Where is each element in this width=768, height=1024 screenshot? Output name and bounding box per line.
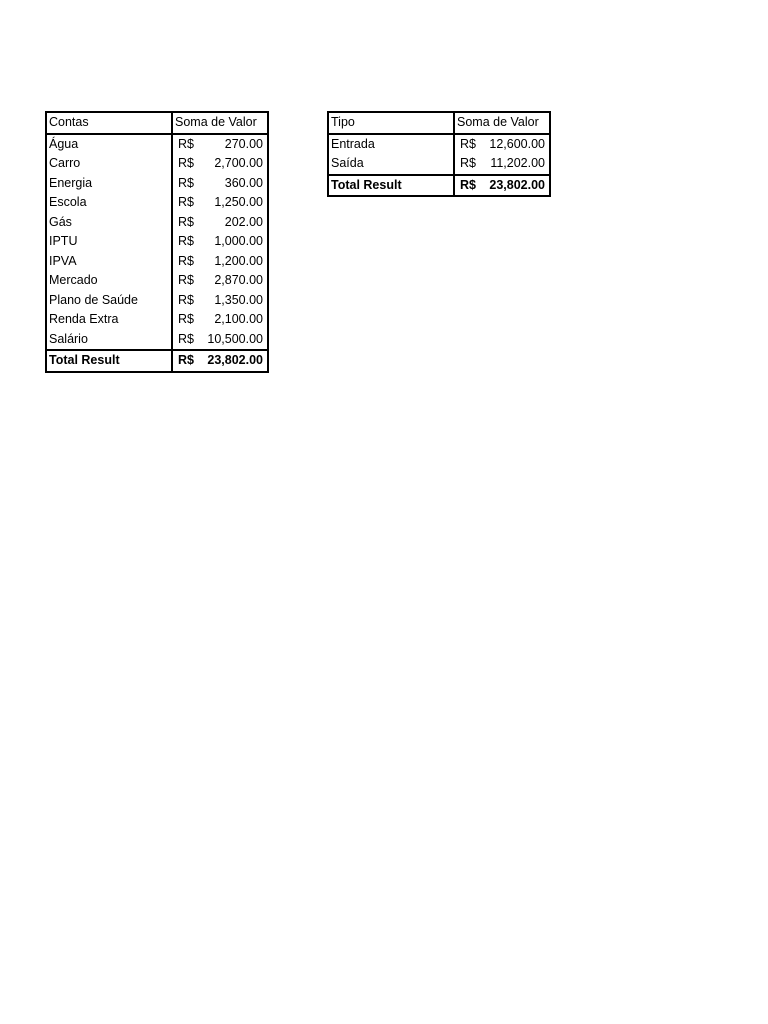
table-row [46,252,268,272]
total-currency-symbol: R$ [172,350,202,372]
currency-symbol: R$ [178,136,194,151]
amount-value: 12,600.00 [489,136,545,151]
currency-symbol: R$ [178,234,194,248]
currency-symbol: R$ [178,312,194,326]
row-label: Salário [46,330,172,351]
amount-value: 1,000.00 [214,234,263,248]
row-label: Gás [46,213,172,233]
column-header-contas: Contas [46,112,172,134]
row-label: Renda Extra [46,310,172,330]
total-label: Total Result [46,350,172,372]
row-label: Plano de Saúde [46,291,172,311]
amount-value: 270.00 [224,136,263,151]
row-label: Água [46,134,172,155]
currency-symbol: R$ [460,156,476,170]
currency-symbol: R$ [178,214,194,229]
row-label: IPVA [46,252,172,272]
table-row [328,154,550,175]
column-header-tipo: Tipo [328,112,454,134]
total-amount: 23,802.00 [202,350,268,372]
amount-value: 1,250.00 [214,195,263,209]
currency-symbol: R$ [178,331,194,346]
row-label: IPTU [46,232,172,252]
tipo-pivot-table [327,111,551,197]
currency-symbol: R$ [178,195,194,209]
amount-value: 10,500.00 [207,331,263,346]
currency-symbol: R$ [178,273,194,287]
table-row [46,271,268,291]
total-row [328,175,550,197]
contas-pivot-table [45,111,269,373]
amount-value: 11,202.00 [490,156,545,170]
row-label: Saída [328,154,454,175]
total-row [46,350,268,372]
currency-symbol: R$ [178,292,194,307]
table-row [46,193,268,213]
table-row [46,310,268,330]
table-row [46,154,268,174]
row-label: Energia [46,174,172,194]
table-row [46,330,268,351]
amount-value: 2,870.00 [214,273,263,287]
amount-value: 202.00 [224,214,263,229]
currency-symbol: R$ [178,156,194,170]
total-currency-symbol: R$ [454,175,484,197]
column-header-soma-de-valor: Soma de Valor [454,112,550,134]
row-label: Entrada [328,134,454,155]
currency-symbol: R$ [178,253,194,268]
total-label: Total Result [328,175,454,197]
total-amount: 23,802.00 [484,175,550,197]
row-label: Carro [46,154,172,174]
table-row [46,174,268,194]
currency-symbol: R$ [460,136,476,151]
amount-value: 1,350.00 [214,292,263,307]
table-header-row [46,112,268,134]
table-row [46,232,268,252]
amount-value: 2,100.00 [214,312,263,326]
amount-value: 1,200.00 [214,253,263,268]
column-header-soma-de-valor: Soma de Valor [172,112,268,134]
table-header-row [328,112,550,134]
table-row [328,134,550,155]
currency-symbol: R$ [178,175,194,190]
row-label: Escola [46,193,172,213]
table-row [46,134,268,155]
table-row [46,213,268,233]
table-row [46,291,268,311]
row-label: Mercado [46,271,172,291]
amount-value: 360.00 [224,175,263,190]
amount-value: 2,700.00 [214,156,263,170]
